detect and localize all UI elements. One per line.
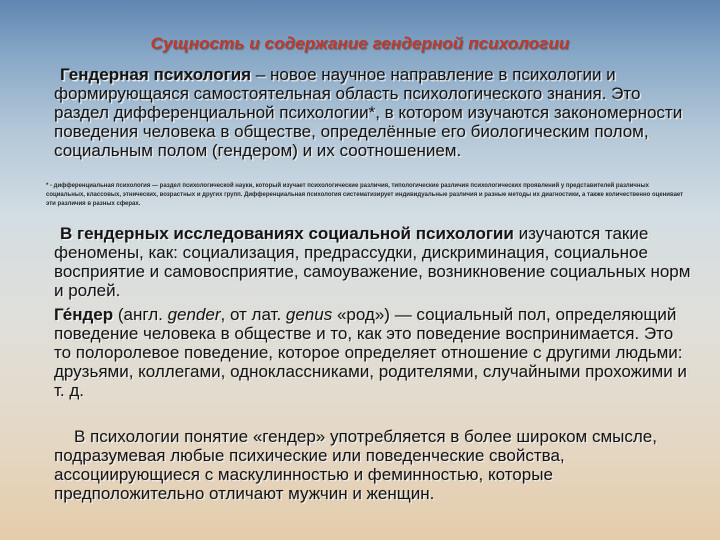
paragraph-gender-text-2: , от лат. xyxy=(220,305,286,324)
research-lead: В гендерных исследованиях социальной психологии xyxy=(60,224,514,243)
footnote: * - дифференциальная психология — раздел психологической науки, который изучает психологические различия, типологические различия психологических проявлений у представителей различных социальных, классовых, этнических, возрастных и других групп. Дифференциальная психология систематизирует индивидуальные различия и разные методы их диагностики, а также количественно оценивает эти различия в разных сферах. xyxy=(46,183,684,207)
paragraph-definition xyxy=(54,65,694,160)
paragraph-research xyxy=(54,224,694,300)
word-genus: genus xyxy=(285,305,333,324)
paragraph-psychology xyxy=(54,427,694,503)
word-gender: gender xyxy=(167,305,221,324)
paragraph-research-text: изучаются такие феномены, как: социализация, предрассудки, дискриминация, социальное восприятие и самовосприятие, самоуважение, возникновение социальных норм и ролей. xyxy=(54,224,691,300)
paragraph-gender-text-1: (англ. xyxy=(113,305,168,324)
term-gender: Ге́ндер xyxy=(54,305,114,324)
term-gender-psychology: Гендерная психология xyxy=(60,65,252,84)
paragraph-psychology-text: В психологии понятие «гендер» употребляется в более широком смысле, подразумевая любые психические или поведенческие свойства, ассоциирующиеся с маскулинностью и феминностью, которые предположительно отличают мужчин и женщин. xyxy=(54,427,657,503)
paragraph-gender xyxy=(54,305,694,400)
paragraph-gender-text-3: «род») — социальный пол, определяющий поведение человека в обществе и то, как это поведение воспринимается. Это то полоролевое поведение, которое определяет отношение с другими людьми: друзьями, коллегами, одноклассниками, родителями, случайными прохожими и т. д. xyxy=(54,305,687,400)
paragraph-definition-text: – новое научное направление в психологии и формирующаяся самостоятельная область психологического знания. Это раздел дифференциальной психологии*, в котором изучаются закономерности поведения человека в обществе, определённые его биологическим полом, социальным полом (гендером) и их соотношением. xyxy=(54,65,683,160)
slide-title: Сущность и содержание гендерной психологии xyxy=(150,34,570,53)
